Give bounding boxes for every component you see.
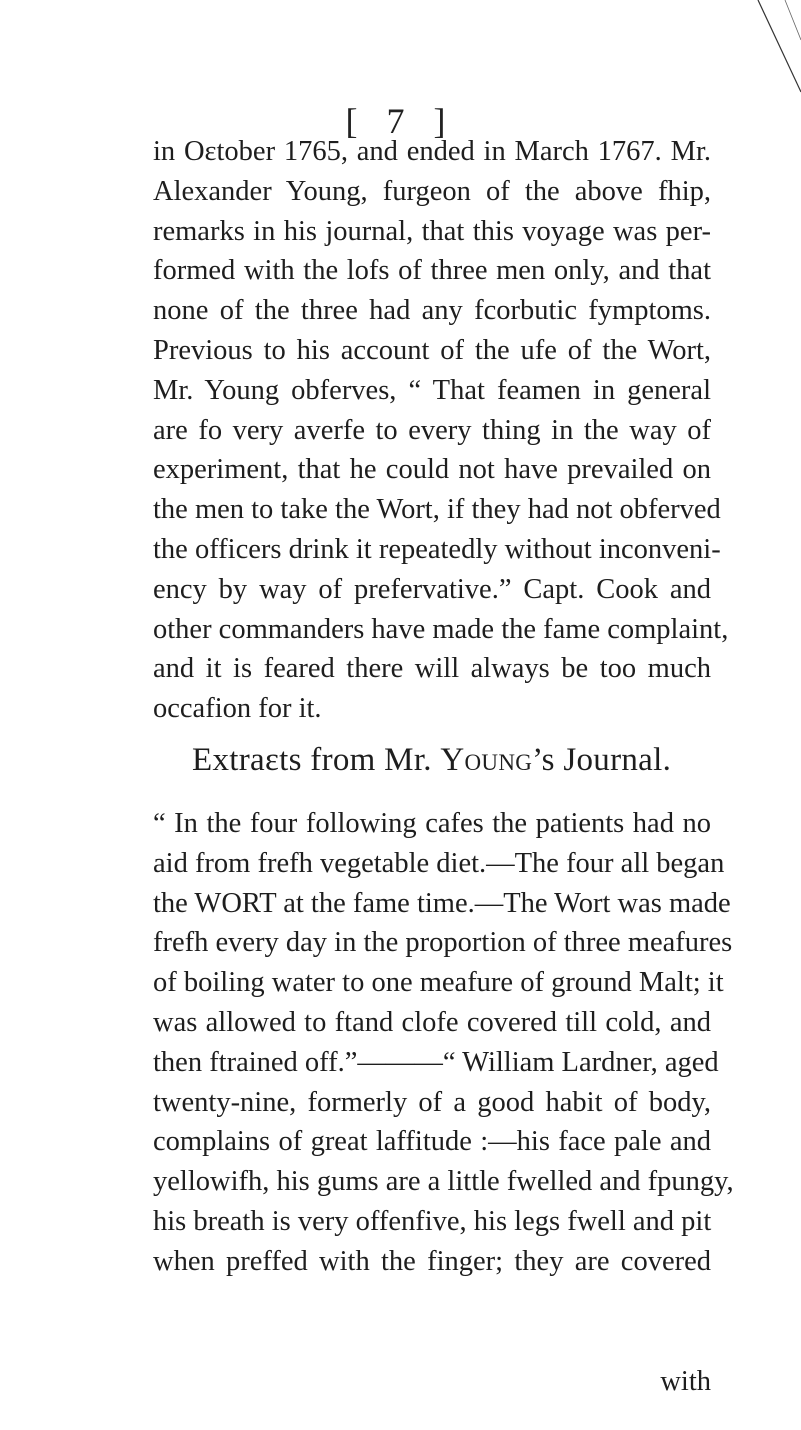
text-line: complains of great laffitude :—his face pale and xyxy=(153,1126,711,1158)
text-line: none of the three had any fcorbutic fymptoms. xyxy=(153,295,711,327)
section-heading xyxy=(192,742,671,779)
text-line: yellowifh, his gums are a little fwelled and fpungy, xyxy=(153,1166,734,1198)
text-line: other commanders have made the fame complaint, xyxy=(153,613,729,645)
paragraph-2 xyxy=(153,804,734,1282)
text-line: when preffed with the finger; they are covered xyxy=(153,1245,711,1277)
text-line: frefh every day in the proportion of three meafures xyxy=(153,927,733,959)
text-line: “ In the four following cafes the patients had no xyxy=(153,808,711,839)
text-line: the WORT at the fame time.—The Wort was made xyxy=(153,887,731,919)
text-line: of boiling water to one meafure of ground Malt; it xyxy=(153,967,724,999)
text-line: aid from frefh vegetable diet.—The four all began xyxy=(153,847,725,879)
heading-name: Young xyxy=(440,742,533,778)
text-line: occafion for it. xyxy=(153,693,322,725)
text-line: the officers drink it repeatedly without inconveni- xyxy=(153,533,721,565)
text-line: experiment, that he could not have prevailed on xyxy=(153,454,711,486)
heading-suffix: ’s Journal. xyxy=(532,742,672,778)
paragraph-1 xyxy=(153,132,729,729)
text-line: Mr. Young obferves, “ That feamen in general xyxy=(153,374,711,406)
text-line: Previous to his account of the ufe of the Wort, xyxy=(153,334,711,366)
text-line: are fo very averfe to every thing in the way of xyxy=(153,414,711,446)
text-line: and it is feared there will always be too much xyxy=(153,653,711,685)
text-line: twenty-nine, formerly of a good habit of body, xyxy=(153,1086,711,1118)
text-line: in Oɛtober 1765, and ended in March 1767. Mr. xyxy=(153,136,711,167)
heading-prefix: Extraɛts from Mr. xyxy=(192,742,441,778)
text-line: his breath is very offenfive, his legs fwell and pit xyxy=(153,1205,712,1237)
text-line: was allowed to ftand clofe covered till cold, and xyxy=(153,1006,711,1038)
text-line: the men to take the Wort, if they had not obferved xyxy=(153,494,721,526)
text-line: Alexander Young, furgeon of the above fhip, xyxy=(153,175,711,207)
page-number: [ 7 ] xyxy=(345,101,456,141)
catchword: with xyxy=(660,1366,711,1397)
text-line: then ftrained off.”———“ William Lardner, aged xyxy=(153,1046,719,1078)
text-line: formed with the lofs of three men only, and that xyxy=(153,255,711,287)
text-line: remarks in his journal, that this voyage was per- xyxy=(153,215,711,247)
text-line: ency by way of prefervative.” Capt. Cook and xyxy=(153,573,711,605)
